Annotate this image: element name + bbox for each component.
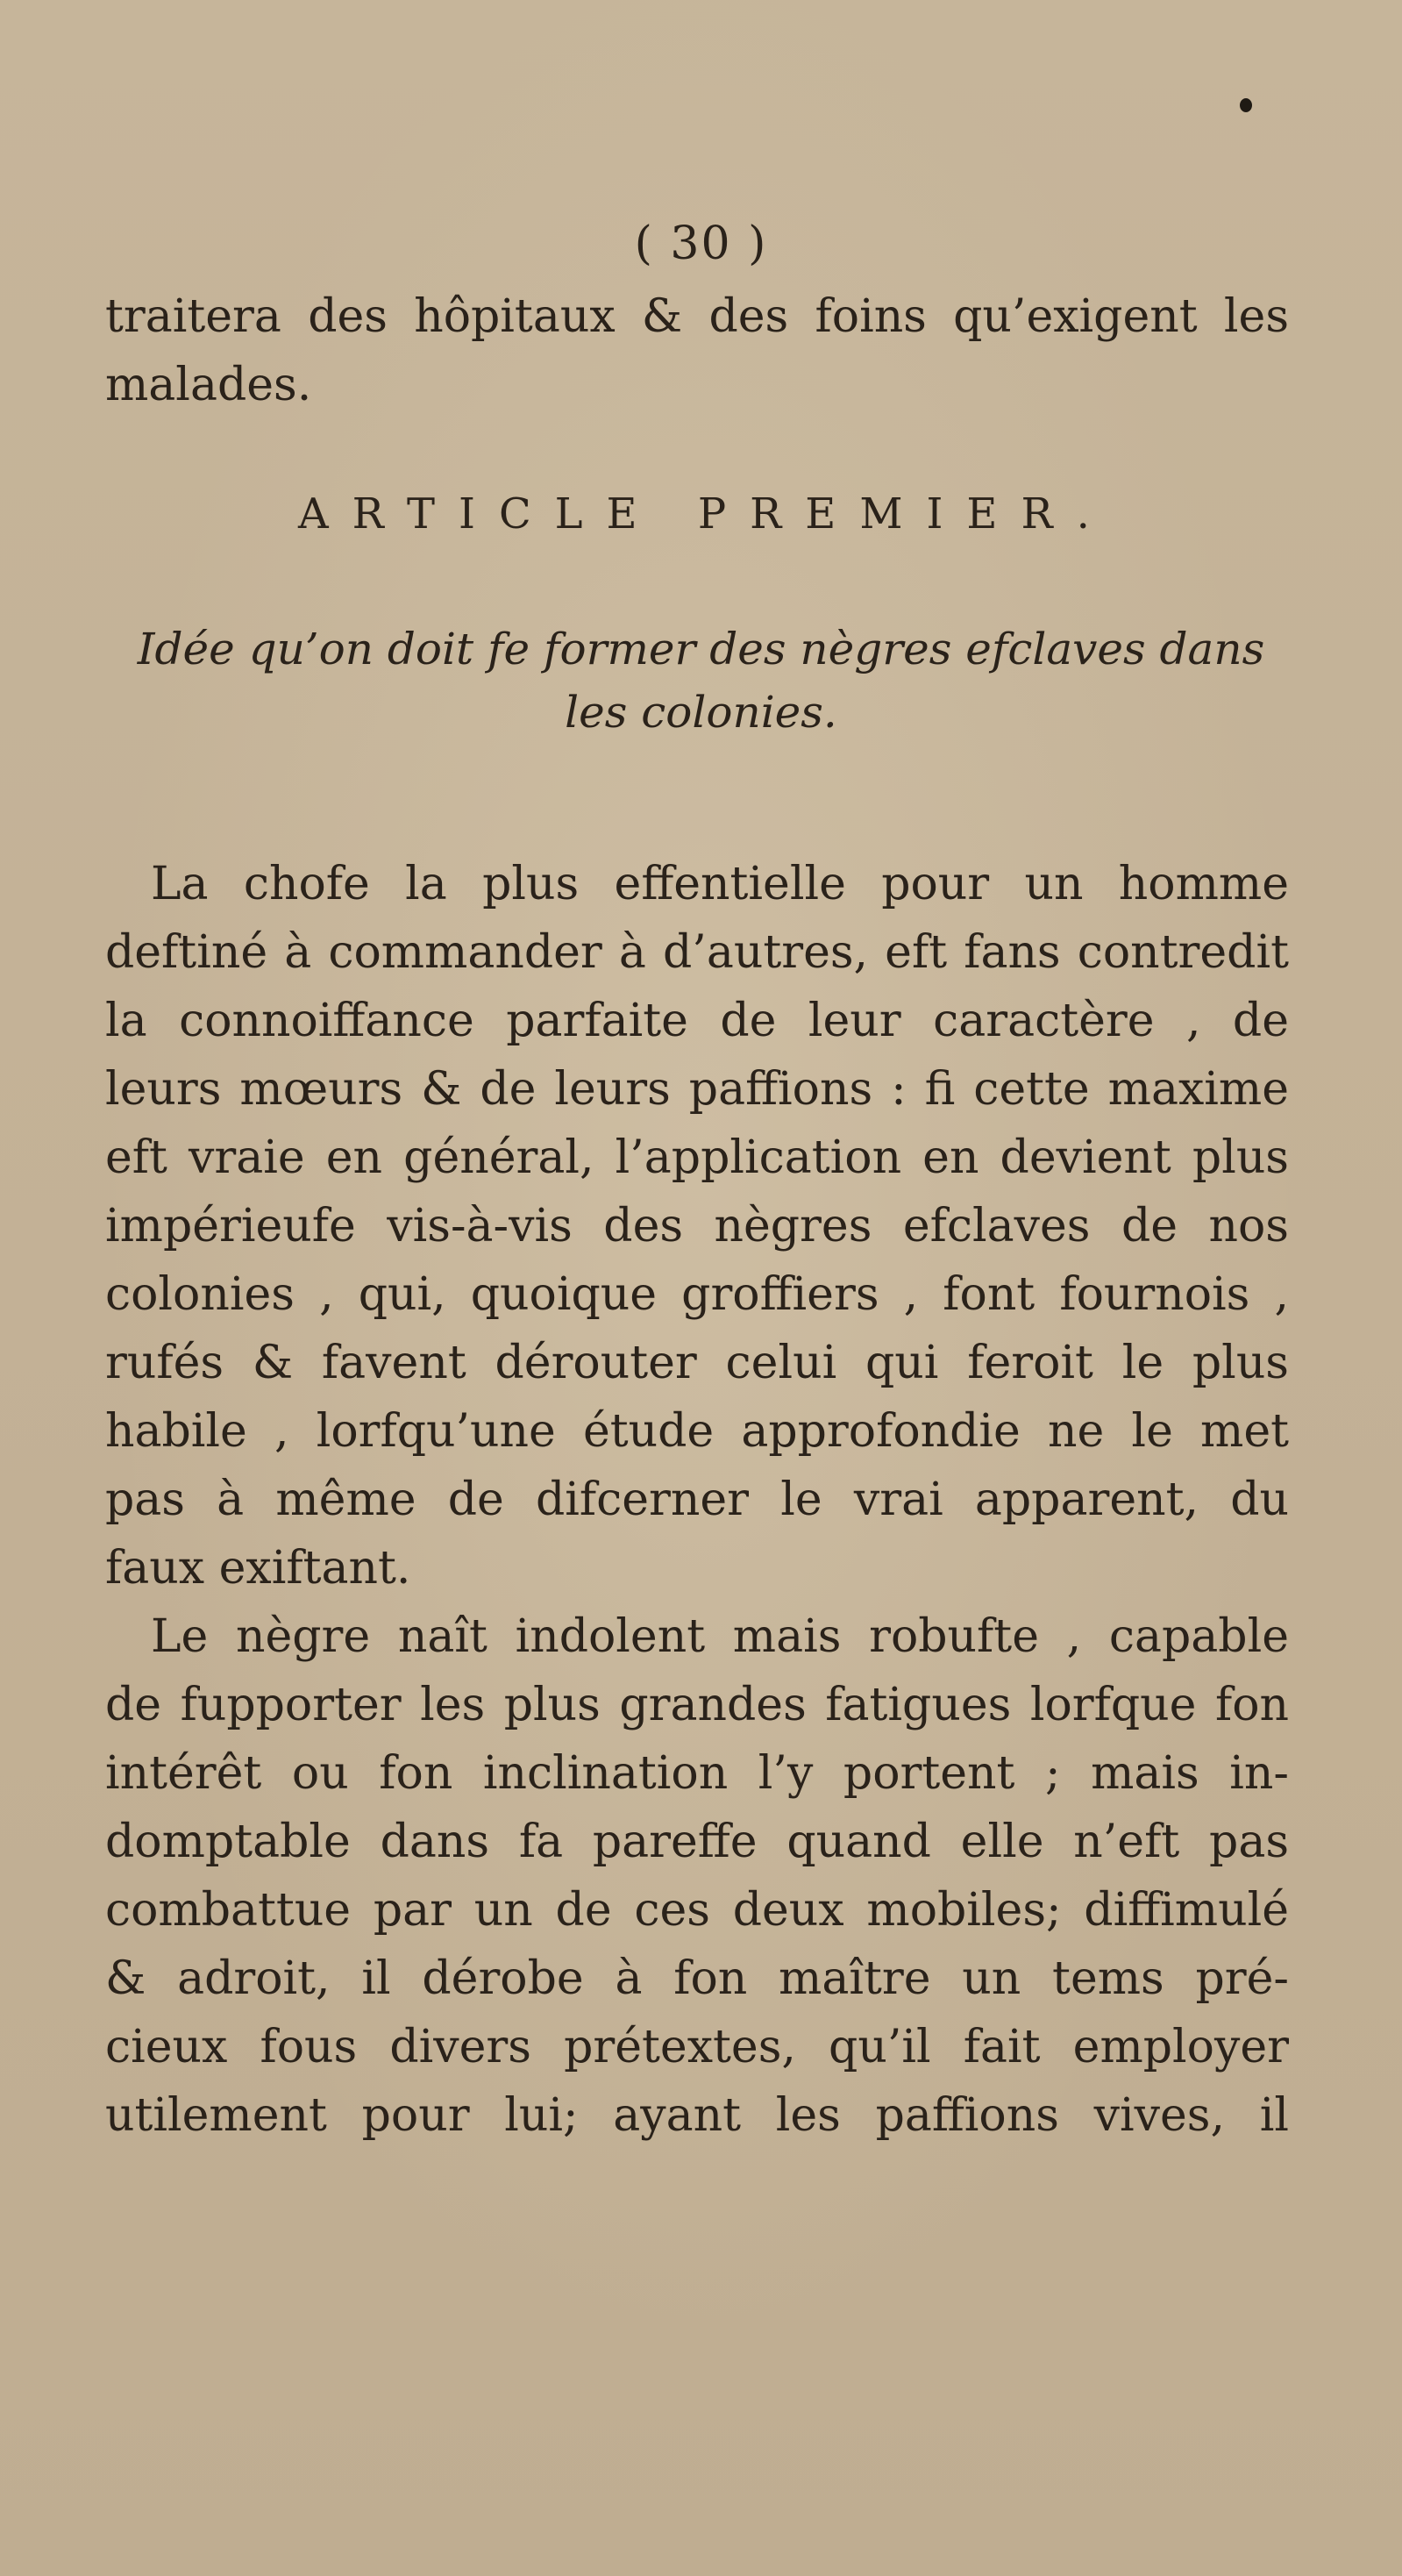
text-line: Le nègre naît indolent mais robufte , capable [151, 1610, 1289, 1663]
text-line: pas à même de difcerner le vrai apparent, du [105, 1474, 1289, 1526]
text-line: traitera des hôpitaux & des foins qu’exigent les [105, 290, 1289, 343]
text-line: leurs mœurs & de leurs paffions : fi cette maxime [105, 1063, 1289, 1116]
text-line: domptable dans fa pareffe quand elle n’eft pas [105, 1816, 1289, 1868]
text-line: eft vraie en général, l’application en devient plus [105, 1131, 1289, 1184]
text-line: impérieufe vis-à-vis des nègres efclaves de nos [105, 1200, 1289, 1252]
text-line: de fupporter les plus grandes fatigues lorfque fon [105, 1679, 1289, 1731]
text-line: deftiné à commander à d’autres, eft fans contredit [105, 926, 1289, 979]
text-line: la connoiffance parfaite de leur caractère , de [105, 995, 1289, 1047]
text-line: cieux fous divers prétextes, qu’il fait employer [105, 2021, 1289, 2073]
intro-text [105, 282, 1289, 419]
text-line: malades. [105, 359, 312, 411]
page-number: ( 30 ) [634, 218, 768, 270]
text-line: utilement pour lui; ayant les paffions vives, il [105, 2089, 1289, 2142]
section-subtitle-line: les colonies. [565, 687, 837, 738]
text-line: faux exiftant. [105, 1542, 411, 1595]
text-line: combattue par un de ces deux mobiles; diffimulé [105, 1884, 1289, 1937]
paragraph-1 [105, 850, 1289, 2150]
text-line: habile , lorfqu’une étude approfondie ne le met [105, 1405, 1289, 1458]
text-line: La chofe la plus effentielle pour un homme [151, 858, 1289, 910]
text-line: & adroit, il dérobe à fon maître un tems pré- [105, 1952, 1289, 2005]
text-line: rufés & favent dérouter celui qui feroit le plus [105, 1337, 1289, 1389]
ink-dot [1240, 98, 1252, 112]
section-subtitle-line: Idée qu’on doit fe former des nègres efclaves dans [137, 624, 1265, 674]
text-line: intérêt ou fon inclination l’y portent ; mais in- [105, 1747, 1289, 1800]
text-line: colonies , qui, quoique groffiers , font fournois , [105, 1268, 1289, 1321]
article-heading: ARTICLE PREMIER. [298, 489, 1114, 539]
